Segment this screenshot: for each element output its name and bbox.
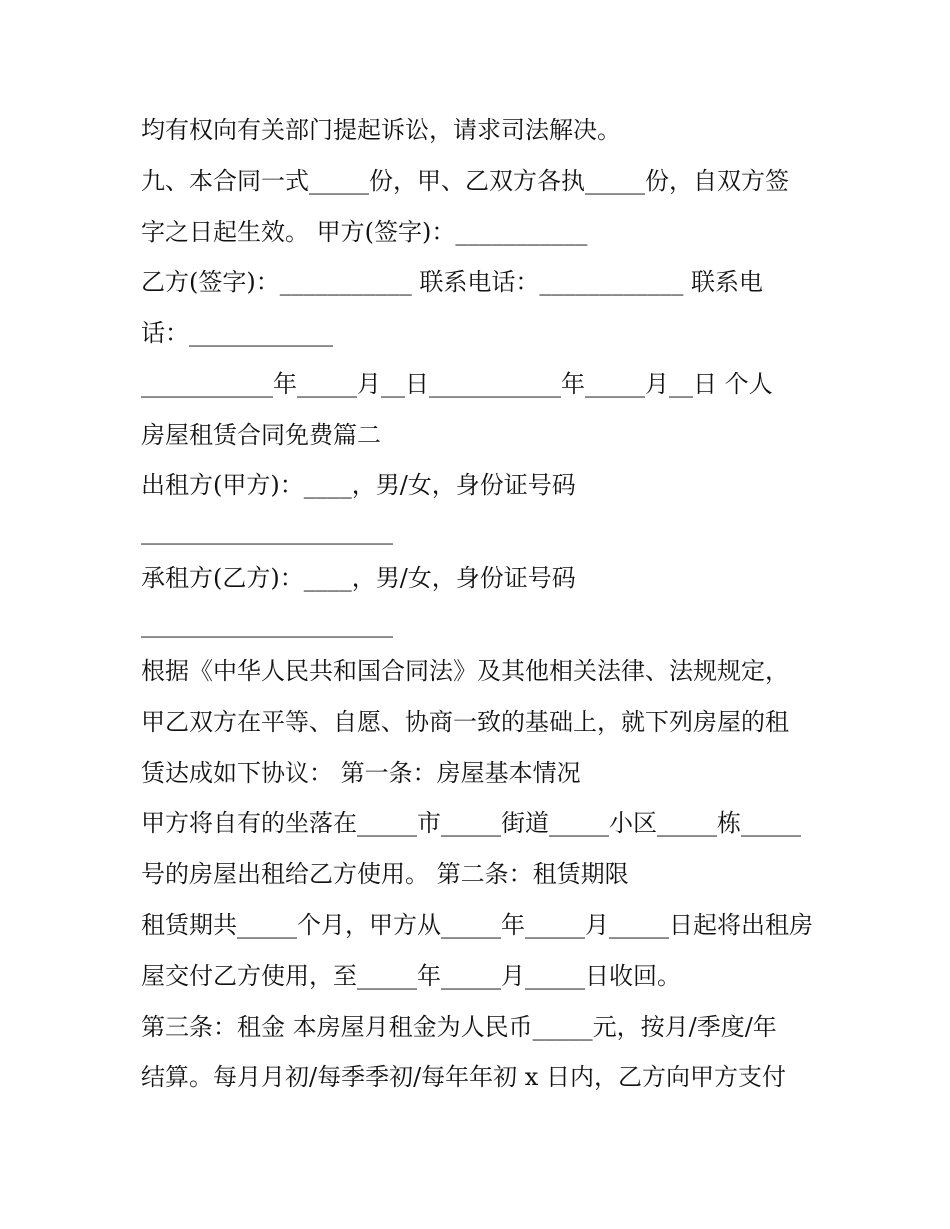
text-line: 甲方将自有的坐落在_____市_____街道_____小区_____栋_____ bbox=[141, 809, 801, 837]
text-line: 话：____________ bbox=[141, 319, 333, 347]
text-line: 乙方(签字)：___________ 联系电话：____________ 联系电 bbox=[141, 268, 763, 296]
text-line: 根据《中华人民共和国合同法》及其他相关法律、法规规定， bbox=[141, 657, 789, 685]
text-line: 字之日起生效。 甲方(签字)：___________ bbox=[141, 218, 588, 246]
text-line: 号的房屋出租给乙方使用。 第二条：租赁期限 bbox=[141, 860, 629, 888]
blank-line: _____________________ bbox=[141, 517, 393, 545]
text-line: 赁达成如下协议： 第一条：房屋基本情况 bbox=[141, 759, 581, 787]
text-line: ___________年_____月__日___________年_____月__日 个人 bbox=[141, 370, 773, 398]
text-line: 出租方(甲方)：____，男/女，身份证号码 bbox=[141, 471, 576, 499]
section-title: 房屋租赁合同免费篇二 bbox=[141, 421, 381, 449]
text-line: 九、本合同一式_____份，甲、乙双方各执_____份，自双方签 bbox=[141, 167, 789, 195]
text-line: 甲乙双方在平等、自愿、协商一致的基础上，就下列房屋的租 bbox=[141, 708, 789, 736]
text-line: 均有权向有关部门提起诉讼，请求司法解决。 bbox=[141, 116, 621, 144]
text-line: 结算。每月月初/每季季初/每年年初 x 日内，乙方向甲方支付 bbox=[141, 1063, 786, 1091]
text-line: 承租方(乙方)：____，男/女，身份证号码 bbox=[141, 564, 576, 592]
text-line: 第三条：租金 本房屋月租金为人民币_____元，按月/季度/年 bbox=[141, 1013, 777, 1041]
text-line: 屋交付乙方使用，至_____年_____月_____日收回。 bbox=[141, 962, 681, 990]
blank-line: _____________________ bbox=[141, 610, 393, 638]
text-line: 租赁期共_____个月，甲方从_____年_____月_____日起将出租房 bbox=[141, 911, 813, 939]
